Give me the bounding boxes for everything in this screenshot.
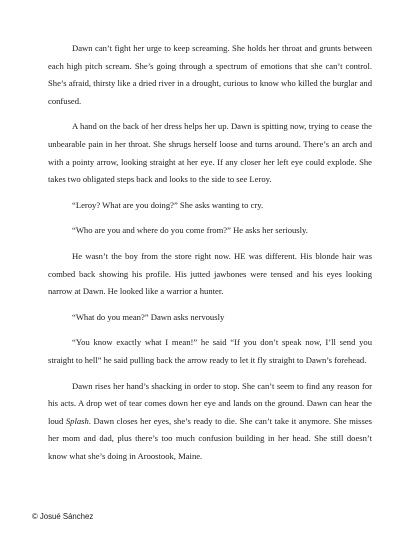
paragraph: Dawn can’t fight her urge to keep screaming. She holds her throat and grunts between each high pitch scream. She’s going through a spectrum of emotions that she can’t control. She’s afraid, thirsty like a dried river in a drought, curious to know who killed the burglar and confused. — [48, 43, 372, 106]
paragraph-text: . Dawn closes her eyes, she’s ready to die. She can’t take it anymore. She misses her mom and dad, plus there’s too much confusion building in her head. She still doesn’t know what she’s doing in Aroostook, Maine. — [48, 415, 372, 461]
paragraph: “Leroy? What are you doing?” She asks wanting to cry. — [72, 199, 264, 210]
paragraph: A hand on the back of her dress helps her up. Dawn is spitting now, trying to cease the unbearable pain in her throat. She shrugs herself loose and turns around. There’s an arch and with a pointy arrow, looking straight at her eye. If any closer her left eye could explode. She takes two obligated steps back and looks to the side to see Leroy. — [48, 121, 372, 185]
paragraph-text: Dawn rises her hand’s shacking in order to stop. She can’t seem to find any reason for his acts. A drop wet of tear comes down her eye and lands on the ground. Dawn can hear the loud — [48, 380, 372, 426]
italic-word: Splash — [65, 415, 89, 426]
paragraph: “What do you mean?” Dawn asks nervously — [72, 311, 225, 322]
paragraph — [48, 378, 372, 466]
body-text — [48, 40, 372, 473]
paragraph: “You know exactly what I mean!” he said “If you don’t speak now, I’ll send you straight to hell” he said pulling back the arrow ready to let it fly straight to Dawn’s forehead. — [48, 337, 372, 365]
paragraph: He wasn’t the boy from the store right now. HE was different. His blonde hair was combed back showing his profile. His jutted jawbones were tensed and his eyes looking narrow at Dawn. He looked like a warrior a hunter. — [48, 250, 372, 297]
copyright-footer: © Josué Sánchez — [32, 512, 94, 521]
paragraph: “Who are you and where do you come from?” He asks her seriously. — [72, 225, 308, 236]
